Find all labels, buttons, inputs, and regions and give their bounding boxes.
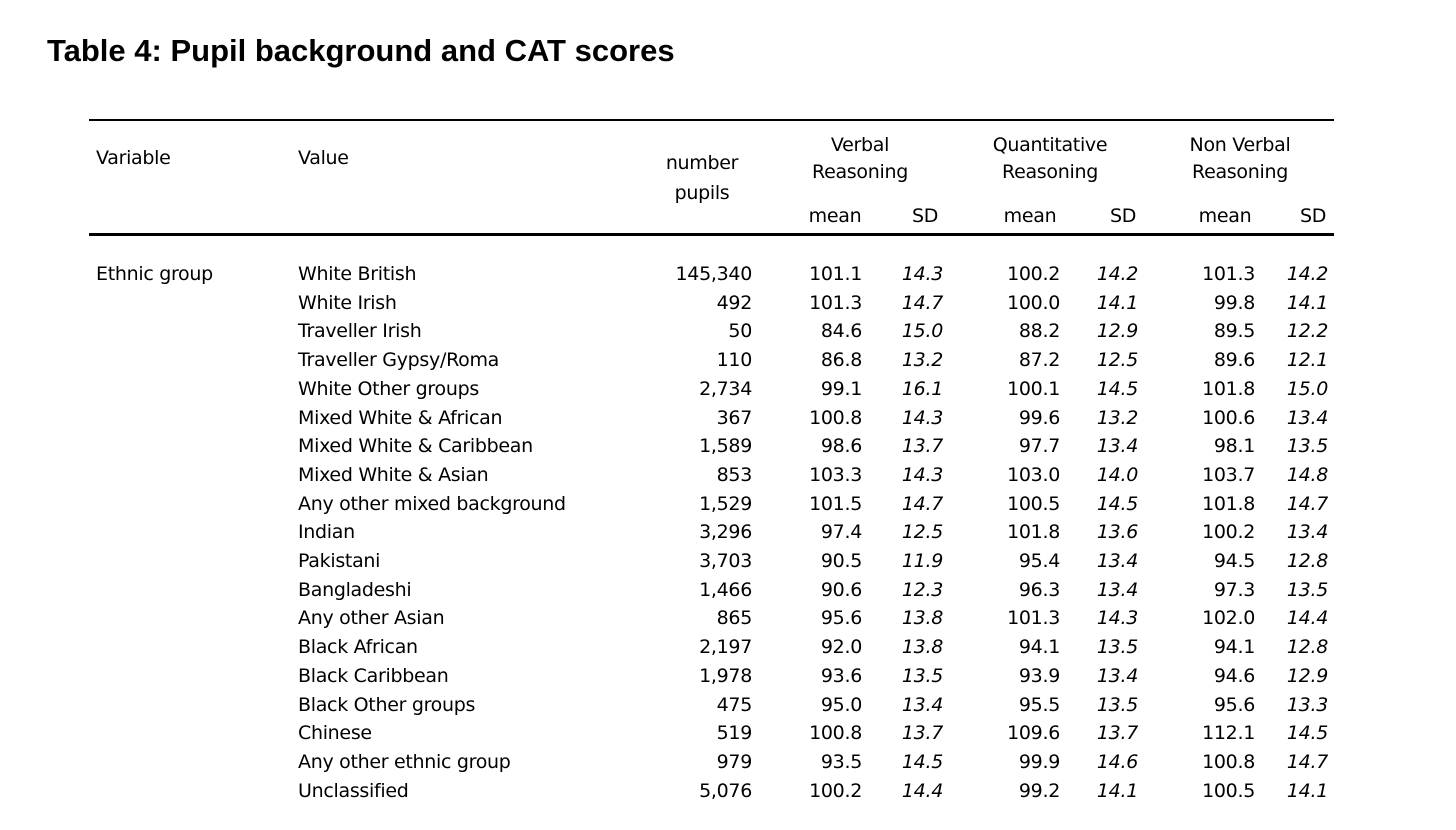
cell-nvr-sd: 14.7 <box>1286 751 1328 773</box>
cell-vr-sd: 13.7 <box>901 435 943 457</box>
cell-value: Traveller Gypsy/Roma <box>298 349 499 371</box>
cell-qr-sd: 13.5 <box>1096 694 1138 716</box>
cell-nvr-sd: 12.1 <box>1286 349 1328 371</box>
cell-vr-sd: 14.4 <box>901 780 943 802</box>
cell-vr-sd: 14.5 <box>901 751 943 773</box>
cell-qr-sd: 13.7 <box>1096 722 1138 744</box>
cell-qr-sd: 13.5 <box>1096 636 1138 658</box>
cell-number-pupils: 3,296 <box>699 521 752 543</box>
cell-vr-mean: 95.6 <box>820 607 862 629</box>
cell-qr-sd: 13.4 <box>1096 665 1138 687</box>
cell-qr-sd: 13.4 <box>1096 579 1138 601</box>
cell-number-pupils: 853 <box>716 464 752 486</box>
cell-value: Chinese <box>298 722 372 744</box>
cell-vr-sd: 16.1 <box>901 378 943 400</box>
cell-nvr-sd: 13.5 <box>1286 579 1328 601</box>
cell-value: Bangladeshi <box>298 579 412 601</box>
cell-vr-mean: 84.6 <box>820 320 862 342</box>
cell-number-pupils: 519 <box>716 722 752 744</box>
cell-value: White Irish <box>298 292 397 314</box>
table-top-rule <box>89 119 1334 121</box>
cell-number-pupils: 475 <box>716 694 752 716</box>
cell-number-pupils: 3,703 <box>699 550 752 572</box>
cell-value: Mixed White & Caribbean <box>298 435 533 457</box>
cell-nvr-mean: 102.0 <box>1202 607 1255 629</box>
cell-vr-sd: 13.2 <box>901 349 943 371</box>
cell-vr-mean: 97.4 <box>820 521 862 543</box>
cell-qr-mean: 93.9 <box>1018 665 1060 687</box>
cell-vr-mean: 100.8 <box>809 407 862 429</box>
cell-qr-mean: 100.0 <box>1007 292 1060 314</box>
cell-vr-sd: 14.7 <box>901 493 943 515</box>
cell-number-pupils: 979 <box>716 751 752 773</box>
cell-nvr-mean: 101.3 <box>1202 263 1255 285</box>
header-nvr-mean: mean <box>1198 205 1252 227</box>
cell-nvr-mean: 94.6 <box>1213 665 1255 687</box>
cell-number-pupils: 2,197 <box>699 636 752 658</box>
cell-value: White Other groups <box>298 378 479 400</box>
cell-nvr-sd: 12.8 <box>1286 636 1328 658</box>
cell-nvr-sd: 14.1 <box>1286 292 1328 314</box>
cell-nvr-sd: 13.4 <box>1286 407 1328 429</box>
cell-vr-sd: 13.4 <box>901 694 943 716</box>
cell-nvr-sd: 14.2 <box>1286 263 1328 285</box>
cell-qr-mean: 100.1 <box>1007 378 1060 400</box>
header-nonverbal-reasoning: Reasoning <box>1192 161 1288 183</box>
cell-qr-mean: 97.7 <box>1018 435 1060 457</box>
cell-vr-sd: 12.3 <box>901 579 943 601</box>
cell-vr-mean: 99.1 <box>820 378 862 400</box>
cell-qr-mean: 99.6 <box>1018 407 1060 429</box>
header-value: Value <box>298 147 349 169</box>
cell-vr-mean: 98.6 <box>820 435 862 457</box>
cell-qr-mean: 95.4 <box>1018 550 1060 572</box>
cell-qr-mean: 87.2 <box>1018 349 1060 371</box>
cell-nvr-mean: 97.3 <box>1213 579 1255 601</box>
cell-nvr-sd: 15.0 <box>1286 378 1328 400</box>
cell-value: Black Other groups <box>298 694 476 716</box>
cell-vr-mean: 90.5 <box>820 550 862 572</box>
header-qr-mean: mean <box>1003 205 1057 227</box>
cell-qr-sd: 14.5 <box>1096 493 1138 515</box>
cell-qr-sd: 14.6 <box>1096 751 1138 773</box>
cell-value: Traveller Irish <box>298 320 422 342</box>
cell-qr-mean: 100.5 <box>1007 493 1060 515</box>
cell-qr-mean: 95.5 <box>1018 694 1060 716</box>
cell-vr-mean: 101.5 <box>809 493 862 515</box>
cell-qr-sd: 14.1 <box>1096 292 1138 314</box>
table-title: Table 4: Pupil background and CAT scores <box>47 33 675 68</box>
cell-value: White British <box>298 263 417 285</box>
cell-nvr-mean: 94.5 <box>1213 550 1255 572</box>
cell-vr-sd: 11.9 <box>901 550 943 572</box>
cell-vr-sd: 13.5 <box>901 665 943 687</box>
cell-qr-mean: 99.9 <box>1018 751 1060 773</box>
cell-nvr-mean: 89.6 <box>1213 349 1255 371</box>
header-nonverbal: Non Verbal <box>1189 134 1291 156</box>
cell-qr-mean: 88.2 <box>1018 320 1060 342</box>
cell-nvr-sd: 13.3 <box>1286 694 1328 716</box>
cell-qr-mean: 109.6 <box>1007 722 1060 744</box>
header-pupils: pupils <box>674 182 730 204</box>
cell-nvr-mean: 98.1 <box>1213 435 1255 457</box>
cell-qr-sd: 12.9 <box>1096 320 1138 342</box>
cell-qr-sd: 14.3 <box>1096 607 1138 629</box>
cell-number-pupils: 1,529 <box>699 493 752 515</box>
cell-vr-sd: 13.7 <box>901 722 943 744</box>
cell-value: Black African <box>298 636 418 658</box>
cell-nvr-mean: 100.6 <box>1202 407 1255 429</box>
cell-nvr-mean: 103.7 <box>1202 464 1255 486</box>
cell-number-pupils: 492 <box>716 292 752 314</box>
cell-qr-sd: 14.0 <box>1096 464 1138 486</box>
cell-qr-mean: 103.0 <box>1007 464 1060 486</box>
cell-qr-sd: 13.4 <box>1096 550 1138 572</box>
cell-vr-mean: 90.6 <box>820 579 862 601</box>
cell-vr-sd: 14.3 <box>901 263 943 285</box>
cell-number-pupils: 1,466 <box>699 579 752 601</box>
cell-value: Mixed White & Asian <box>298 464 489 486</box>
cell-qr-sd: 13.4 <box>1096 435 1138 457</box>
cell-nvr-mean: 94.1 <box>1213 636 1255 658</box>
cell-vr-sd: 12.5 <box>901 521 943 543</box>
cell-vr-mean: 100.8 <box>809 722 862 744</box>
cell-nvr-sd: 13.4 <box>1286 521 1328 543</box>
cell-nvr-sd: 13.5 <box>1286 435 1328 457</box>
cell-nvr-mean: 100.8 <box>1202 751 1255 773</box>
cell-vr-mean: 101.3 <box>809 292 862 314</box>
cell-value: Unclassified <box>298 780 409 802</box>
cell-nvr-sd: 12.9 <box>1286 665 1328 687</box>
cell-vr-mean: 92.0 <box>820 636 862 658</box>
cell-vr-sd: 14.7 <box>901 292 943 314</box>
cell-number-pupils: 50 <box>728 320 752 342</box>
cell-nvr-mean: 95.6 <box>1213 694 1255 716</box>
header-variable: Variable <box>96 147 171 169</box>
cell-qr-mean: 100.2 <box>1007 263 1060 285</box>
cell-qr-mean: 99.2 <box>1018 780 1060 802</box>
cell-nvr-sd: 14.5 <box>1286 722 1328 744</box>
header-quantitative-reasoning: Reasoning <box>1002 161 1098 183</box>
cell-vr-sd: 14.3 <box>901 407 943 429</box>
cell-qr-mean: 101.8 <box>1007 521 1060 543</box>
cell-vr-mean: 95.0 <box>820 694 862 716</box>
cell-nvr-sd: 14.7 <box>1286 493 1328 515</box>
header-qr-sd: SD <box>1109 205 1137 227</box>
header-verbal-reasoning: Reasoning <box>812 161 908 183</box>
cell-number-pupils: 110 <box>716 349 752 371</box>
header-vr-sd: SD <box>911 205 939 227</box>
cell-value: Any other mixed background <box>298 493 566 515</box>
cell-vr-mean: 93.5 <box>820 751 862 773</box>
cell-nvr-mean: 101.8 <box>1202 493 1255 515</box>
cell-value: Black Caribbean <box>298 665 449 687</box>
cell-vr-mean: 103.3 <box>809 464 862 486</box>
cell-vr-mean: 100.2 <box>809 780 862 802</box>
header-vr-mean: mean <box>808 205 862 227</box>
cell-vr-mean: 101.1 <box>809 263 862 285</box>
cell-nvr-sd: 12.8 <box>1286 550 1328 572</box>
cell-qr-sd: 13.6 <box>1096 521 1138 543</box>
cell-value: Pakistani <box>298 550 381 572</box>
cell-nvr-sd: 14.4 <box>1286 607 1328 629</box>
cell-number-pupils: 145,340 <box>675 263 752 285</box>
header-nvr-sd: SD <box>1299 205 1327 227</box>
cell-qr-sd: 14.5 <box>1096 378 1138 400</box>
cell-value: Any other Asian <box>298 607 445 629</box>
cell-qr-mean: 101.3 <box>1007 607 1060 629</box>
cell-vr-sd: 13.8 <box>901 636 943 658</box>
cell-nvr-mean: 89.5 <box>1213 320 1255 342</box>
variable-name: Ethnic group <box>96 263 213 285</box>
cell-qr-sd: 14.1 <box>1096 780 1138 802</box>
cell-nvr-sd: 12.2 <box>1286 320 1328 342</box>
cell-value: Any other ethnic group <box>298 751 511 773</box>
cell-vr-mean: 86.8 <box>820 349 862 371</box>
cell-nvr-mean: 112.1 <box>1202 722 1255 744</box>
cell-vr-mean: 93.6 <box>820 665 862 687</box>
cell-qr-mean: 96.3 <box>1018 579 1060 601</box>
cell-value: Indian <box>298 521 355 543</box>
header-number: number <box>665 152 739 174</box>
cell-number-pupils: 865 <box>716 607 752 629</box>
cell-vr-sd: 14.3 <box>901 464 943 486</box>
cell-vr-sd: 15.0 <box>901 320 943 342</box>
cell-number-pupils: 1,978 <box>699 665 752 687</box>
cell-nvr-sd: 14.1 <box>1286 780 1328 802</box>
header-verbal: Verbal <box>830 134 890 156</box>
cell-qr-sd: 13.2 <box>1096 407 1138 429</box>
cell-nvr-mean: 100.5 <box>1202 780 1255 802</box>
cell-value: Mixed White & African <box>298 407 503 429</box>
cell-nvr-mean: 99.8 <box>1213 292 1255 314</box>
cell-vr-sd: 13.8 <box>901 607 943 629</box>
cell-nvr-sd: 14.8 <box>1286 464 1328 486</box>
cell-nvr-mean: 101.8 <box>1202 378 1255 400</box>
cell-number-pupils: 367 <box>716 407 752 429</box>
cell-number-pupils: 2,734 <box>699 378 752 400</box>
cell-number-pupils: 1,589 <box>699 435 752 457</box>
cell-qr-sd: 14.2 <box>1096 263 1138 285</box>
cell-number-pupils: 5,076 <box>699 780 752 802</box>
cell-qr-mean: 94.1 <box>1018 636 1060 658</box>
header-quantitative: Quantitative <box>992 134 1108 156</box>
cell-nvr-mean: 100.2 <box>1202 521 1255 543</box>
cell-qr-sd: 12.5 <box>1096 349 1138 371</box>
table-header-rule <box>89 233 1334 236</box>
